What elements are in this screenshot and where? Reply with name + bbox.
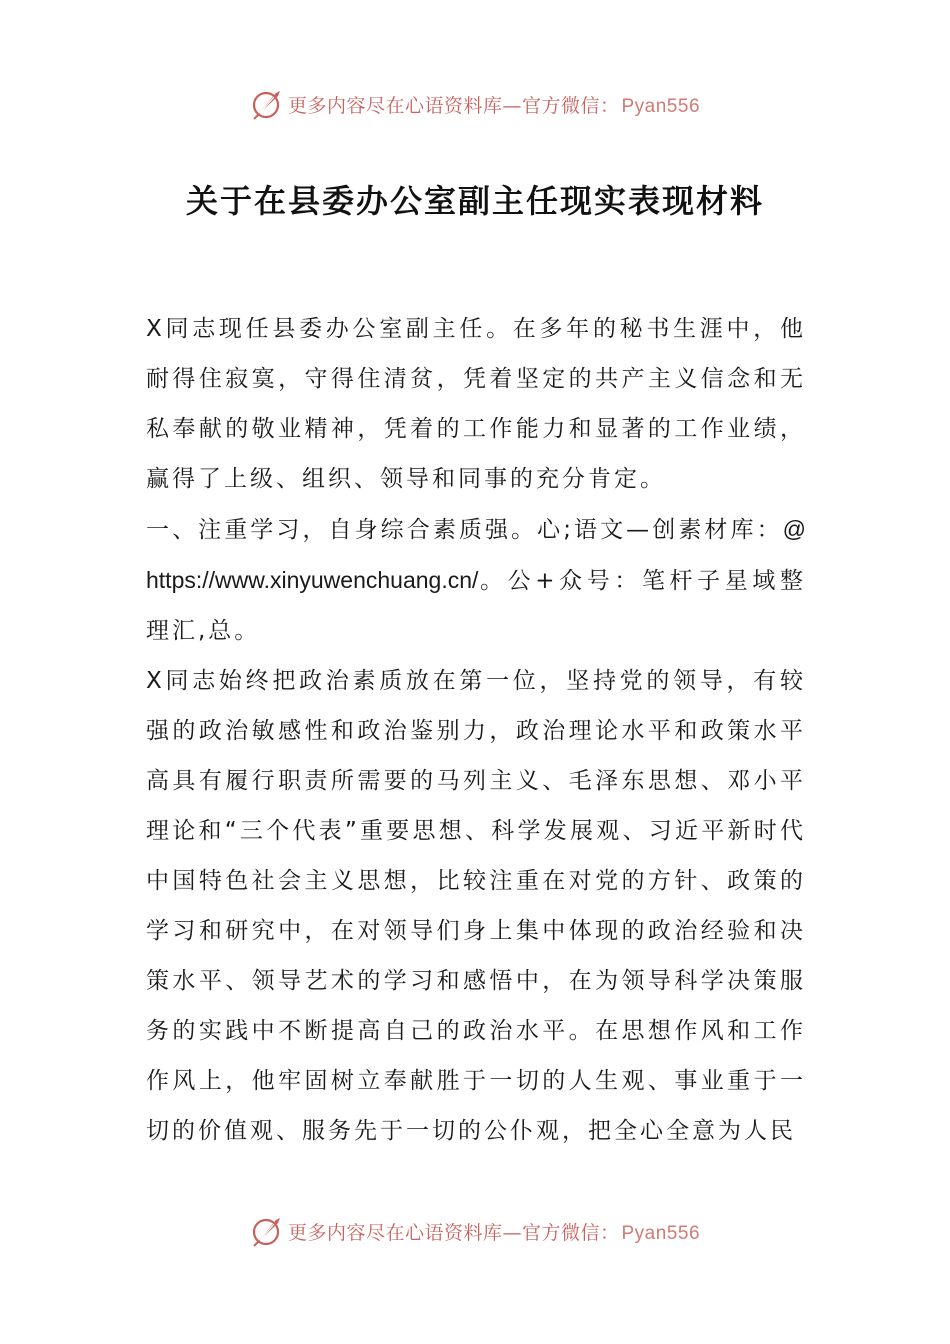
header-brand-label: 更多内容尽在心语资料库—官方微信： bbox=[287, 94, 620, 117]
header-wechat-id: Pyan556 bbox=[621, 95, 701, 117]
document-title: 关于在县委办公室副主任现实表现材料 bbox=[185, 182, 764, 220]
paragraph-intro: X同志现任县委办公室副主任。在多年的秘书生涯中，他耐得住寂寞，守得住清贫，凭着坚定的共产主义信念和无私奉献的敬业精神，凭着的工作能力和显著的工作业绩，赢得了上级、组织、领导和同事的充分肯定。 bbox=[146, 316, 806, 492]
footer-wechat-id: Pyan556 bbox=[621, 1222, 701, 1244]
footer-brand-text bbox=[288, 1218, 700, 1245]
header-banner bbox=[0, 84, 950, 124]
footer-banner bbox=[0, 1211, 950, 1251]
source-url-link[interactable]: @https://www.xinyuwenchuang.cn/ bbox=[146, 516, 806, 593]
footer-brand-label: 更多内容尽在心语资料库—官方微信： bbox=[287, 1221, 620, 1244]
section-heading-tail: 。公+众号：笔杆子星域整理汇,总。 bbox=[146, 568, 806, 644]
quill-pen-in-circle-icon bbox=[250, 87, 284, 121]
section-heading-text: 一、注重学习，自身综合素质强。心;语文—创素材库： bbox=[146, 517, 783, 543]
paragraph-political-quality: X同志始终把政治素质放在第一位，坚持党的领导，有较强的政治敏感性和政治鉴别力，政治理论水平和政策水平高具有履行职责所需要的马列主义、毛泽东思想、邓小平理论和“三个代表”重要思想、科学发展观、习近平新时代中国特色社会主义思想，比较注重在对党的方针、政策的学习和研究中，在对领导们身上集中体现的政治经验和决策水平、领导艺术的学习和感悟中，在为领导科学决策服务的实践中不断提高自己的政治水平。在思想作风和工作作风上，他牢固树立奉献胜于一切的人生观、事业重于一切的价值观、服务先于一切的公仆观，把全心全意为人民 bbox=[146, 668, 806, 1144]
document-body bbox=[146, 304, 806, 1156]
quill-pen-in-circle-icon bbox=[250, 1214, 284, 1248]
header-brand-text bbox=[288, 91, 700, 118]
paragraph-section-heading bbox=[146, 504, 806, 656]
